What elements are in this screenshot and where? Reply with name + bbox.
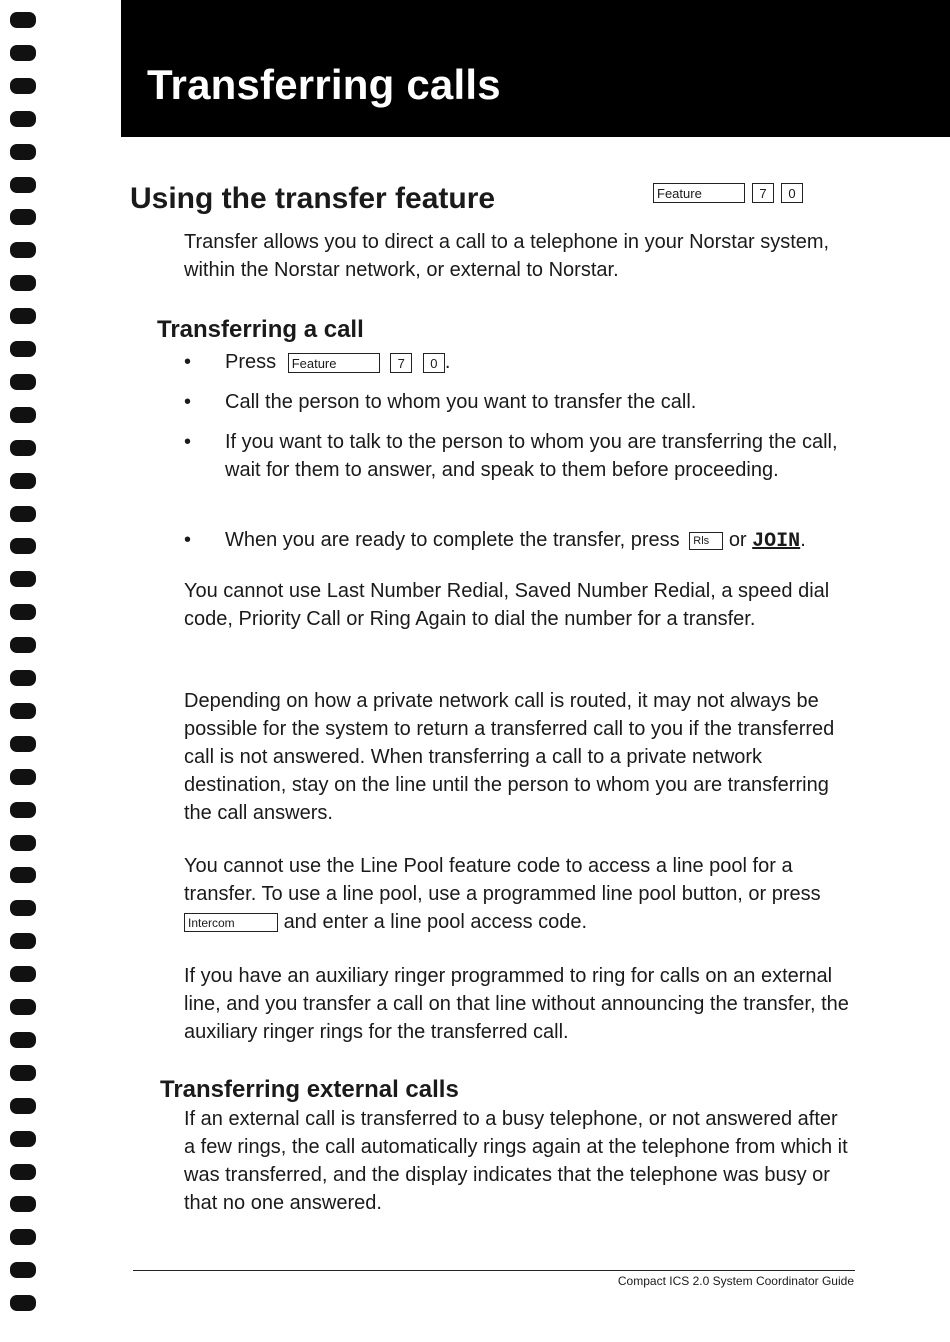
- step-text: Call the person to whom you want to transfer the call.: [225, 391, 697, 413]
- binding-hole: [10, 1196, 36, 1212]
- subheading-transferring-external-calls: Transferring external calls: [160, 1076, 459, 1103]
- binding-hole: [10, 1295, 36, 1311]
- feature-code-keys: [653, 183, 803, 203]
- binding-hole: [10, 933, 36, 949]
- section-heading: Using the transfer feature: [130, 182, 496, 215]
- binding-hole: [10, 45, 36, 61]
- binding-hole: [10, 1262, 36, 1278]
- digit-key: 7: [390, 353, 412, 373]
- binding-hole: [10, 1229, 36, 1245]
- binding-hole: [10, 209, 36, 225]
- feature-key: Feature: [653, 183, 745, 203]
- paragraph-text: You cannot use the Line Pool feature code to access a line pool for a transfer. To use a line pool, use a programmed line pool button, or press: [184, 855, 821, 905]
- binding-hole: [10, 1065, 36, 1081]
- binding-hole: [10, 637, 36, 653]
- footer-rule: [133, 1270, 855, 1271]
- binding-hole: [10, 78, 36, 94]
- digit-key: 0: [781, 183, 803, 203]
- join-display-option: JOIN: [752, 530, 801, 553]
- paragraph-text: and enter a line pool access code.: [283, 911, 588, 933]
- binding-hole: [10, 440, 36, 456]
- binding-hole: [10, 407, 36, 423]
- digit-key: 0: [423, 353, 445, 373]
- digit-key: 7: [752, 183, 774, 203]
- binding-hole: [10, 275, 36, 291]
- binding-hole: [10, 604, 36, 620]
- subheading-transferring-a-call: Transferring a call: [157, 316, 364, 343]
- binding-hole: [10, 473, 36, 489]
- step-text: or: [728, 529, 747, 551]
- binding-hole: [10, 966, 36, 982]
- restriction-paragraph: You cannot use Last Number Redial, Saved Number Redial, a speed dial code, Priority Call or Ring Again to dial the number for a transfer.: [184, 580, 830, 630]
- binding-hole: [10, 341, 36, 357]
- step-text: .: [444, 351, 451, 373]
- binding-hole: [10, 538, 36, 554]
- page-title: Transferring calls: [147, 61, 501, 108]
- binding-hole: [10, 900, 36, 916]
- binding-hole: [10, 769, 36, 785]
- bullet-dot: •: [184, 391, 192, 413]
- binding-hole: [10, 12, 36, 28]
- bullet-dot: •: [184, 351, 192, 373]
- binding-hole: [10, 111, 36, 127]
- binding-hole: [10, 1131, 36, 1147]
- step-text: .: [800, 529, 806, 551]
- binding-hole: [10, 703, 36, 719]
- binding-hole: [10, 144, 36, 160]
- binding-hole: [10, 1032, 36, 1048]
- binding-hole: [10, 308, 36, 324]
- intro-paragraph: Transfer allows you to direct a call to a telephone in your Norstar system, within the Norstar network, or external to Norstar.: [184, 231, 830, 281]
- binding-hole: [10, 835, 36, 851]
- step-text: When you are ready to complete the transfer, press: [225, 529, 680, 551]
- bullet-dot: •: [184, 529, 192, 551]
- auxiliary-ringer-paragraph: If you have an auxiliary ringer programmed to ring for calls on an external line, and you transfer a call on that line without announcing the transfer, the auxiliary ringer rings for the transferred call.: [184, 965, 849, 1043]
- binding-hole: [10, 374, 36, 390]
- binding-hole: [10, 999, 36, 1015]
- private-network-paragraph: Depending on how a private network call is routed, it may not always be possible for the system to return a transferred call to you if the transferred call is not answered. When transferring a call to a private network destination, stay on the line until the person to whom you are transferring the call answers.: [184, 690, 835, 824]
- intercom-key: Intercom: [184, 913, 278, 932]
- external-calls-paragraph: If an external call is transferred to a busy telephone, or not answered after a few rings, the call automatically rings again at the telephone from which it was transferred, and the display indicates that the telephone was busy or that no one answered.: [184, 1108, 848, 1214]
- binding-hole: [10, 867, 36, 883]
- release-key: Rls: [689, 532, 723, 550]
- binding-hole: [10, 736, 36, 752]
- title-banner: [121, 0, 950, 137]
- step-text: Press: [225, 351, 277, 373]
- step-text: If you want to talk to the person to whom you are transferring the call, wait for them to answer, and speak to them before proceeding.: [225, 431, 838, 481]
- binding-hole: [10, 802, 36, 818]
- footer-text: Compact ICS 2.0 System Coordinator Guide: [617, 1274, 854, 1288]
- binding-hole: [10, 242, 36, 258]
- binding-hole: [10, 506, 36, 522]
- binding-hole: [10, 571, 36, 587]
- line-pool-paragraph: [184, 852, 854, 936]
- binding-hole: [10, 1164, 36, 1180]
- spiral-binding: [0, 0, 60, 1342]
- feature-key: Feature: [288, 353, 380, 373]
- binding-hole: [10, 1098, 36, 1114]
- bullet-dot: •: [184, 431, 192, 453]
- binding-hole: [10, 177, 36, 193]
- binding-hole: [10, 670, 36, 686]
